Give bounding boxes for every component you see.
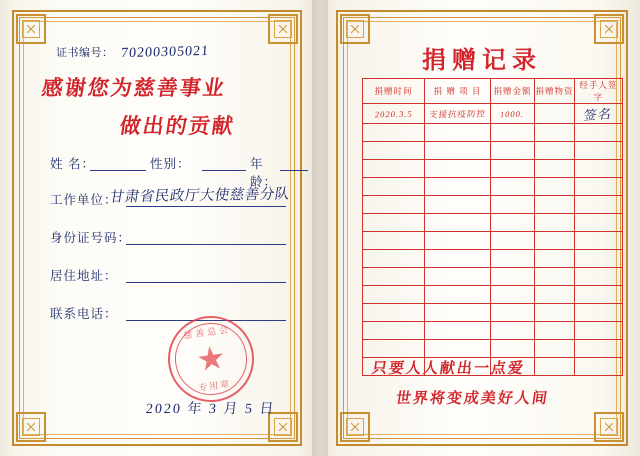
cell-project — [425, 178, 491, 196]
cell-project — [425, 142, 491, 160]
cell-date — [363, 232, 425, 250]
table-row — [363, 178, 623, 196]
slogan-line-1: 只要人人献出一点爱 — [370, 361, 526, 377]
cell-amount — [491, 232, 535, 250]
slogan-line-2: 世界将变成美好人间 — [394, 391, 550, 407]
cell-goods — [535, 358, 575, 376]
cell-project — [425, 124, 491, 142]
cell-signature — [575, 124, 623, 142]
cell-amount — [491, 250, 535, 268]
official-seal-stamp — [162, 310, 259, 407]
field-rule-id-number — [126, 244, 286, 245]
certificate-left-page — [12, 10, 302, 446]
cell-date — [363, 196, 425, 214]
cell-signature — [575, 322, 623, 340]
certificate-number-label: 证书编号： — [56, 47, 114, 59]
donation-record-title: 捐赠记录 — [422, 48, 542, 74]
cell-project — [425, 250, 491, 268]
table-row — [363, 286, 623, 304]
cell-signature — [575, 232, 623, 250]
table-row — [363, 160, 623, 178]
cell-project — [425, 322, 491, 340]
cell-goods — [535, 214, 575, 232]
field-label-name: 姓 名： — [50, 157, 95, 171]
field-rule-workplace — [126, 206, 286, 207]
cell-project — [425, 232, 491, 250]
cell-date — [363, 268, 425, 286]
field-label-id-number: 身份证号码： — [50, 231, 132, 245]
cell-goods — [535, 196, 575, 214]
cell-goods — [535, 178, 575, 196]
cell-goods — [535, 322, 575, 340]
field-row-address — [50, 266, 286, 284]
cell-goods — [535, 286, 575, 304]
cell-goods — [535, 142, 575, 160]
field-row-phone — [50, 304, 286, 322]
thanks-line-1: 感谢您为慈善事业 — [40, 76, 228, 100]
cell-amount — [491, 340, 535, 358]
cell-goods — [535, 304, 575, 322]
cell-goods — [535, 160, 575, 178]
booklet-spine — [312, 0, 328, 456]
field-label-workplace: 工作单位： — [50, 193, 118, 207]
cell-amount — [491, 178, 535, 196]
cell-signature — [575, 160, 623, 178]
table-row — [363, 250, 623, 268]
cell-date — [363, 304, 425, 322]
field-label-age: 年龄： — [250, 157, 278, 189]
field-rule-name — [90, 170, 146, 171]
table-row — [363, 268, 623, 286]
cell-date — [363, 178, 425, 196]
cell-signature — [575, 214, 623, 232]
cell-signature — [575, 250, 623, 268]
field-rule-gender — [202, 170, 246, 171]
column-header-amount: 捐赠金额 — [491, 79, 535, 104]
cell-amount — [491, 124, 535, 142]
cell-project — [425, 304, 491, 322]
cell-amount — [491, 142, 535, 160]
cell-date — [363, 160, 425, 178]
cell-date: 2020.3.5 — [363, 104, 425, 124]
cell-signature — [575, 286, 623, 304]
cell-project — [425, 286, 491, 304]
cell-date — [363, 214, 425, 232]
field-label-address: 居住地址： — [50, 269, 118, 283]
field-rule-age — [280, 170, 308, 171]
donation-record-table — [362, 78, 623, 376]
cell-amount — [491, 304, 535, 322]
cell-amount — [491, 322, 535, 340]
cell-signature — [575, 358, 623, 376]
cell-amount — [491, 268, 535, 286]
cell-date — [363, 340, 425, 358]
cell-goods — [535, 232, 575, 250]
field-value-workplace: 甘肃省民政厅大使慈善分队 — [108, 186, 292, 206]
cell-date — [363, 142, 425, 160]
cell-date — [363, 286, 425, 304]
cell-signature — [575, 196, 623, 214]
certificate-number-value: 70200305021 — [120, 43, 210, 62]
table-row — [363, 142, 623, 160]
cell-goods — [535, 104, 575, 124]
cell-project — [425, 160, 491, 178]
cell-date — [363, 124, 425, 142]
table-row — [363, 232, 623, 250]
field-rule-address — [126, 282, 286, 283]
cell-goods — [535, 250, 575, 268]
table-header-row — [363, 79, 623, 104]
cell-project: 支援抗疫防控 — [425, 104, 491, 124]
cell-signature — [575, 142, 623, 160]
cell-amount — [491, 214, 535, 232]
issue-date: 2020 年 3 月 5 日 — [145, 402, 277, 417]
cell-date — [363, 250, 425, 268]
certificate-number-line — [56, 44, 209, 61]
cell-signature — [575, 268, 623, 286]
field-label-phone: 联系电话： — [50, 307, 118, 321]
table-row — [363, 104, 623, 124]
cell-signature — [575, 178, 623, 196]
cell-amount — [491, 160, 535, 178]
cell-amount: 1000. — [491, 104, 535, 124]
cell-signature — [575, 304, 623, 322]
certificate-right-page — [336, 10, 628, 446]
field-row-id-number — [50, 228, 286, 246]
cell-project — [425, 196, 491, 214]
cell-project — [425, 340, 491, 358]
cell-goods — [535, 124, 575, 142]
cell-project — [425, 268, 491, 286]
table-row — [363, 322, 623, 340]
column-header-signature: 经手人签字 — [575, 79, 623, 104]
thanks-line-2: 做出的贡献 — [118, 114, 237, 138]
cell-date — [363, 322, 425, 340]
field-label-gender: 性别： — [150, 157, 191, 171]
cell-signature: 签名 — [575, 104, 623, 124]
table-row — [363, 124, 623, 142]
column-header-date: 捐赠时间 — [363, 79, 425, 104]
cell-goods — [535, 268, 575, 286]
cell-amount — [491, 286, 535, 304]
table-row — [363, 340, 623, 358]
column-header-goods: 捐赠物资 — [535, 79, 575, 104]
cell-amount — [491, 196, 535, 214]
table-row — [363, 304, 623, 322]
cell-goods — [535, 340, 575, 358]
seal-bottom-text: 专用章 — [197, 378, 232, 393]
column-header-project: 捐 赠 项 目 — [425, 79, 491, 104]
field-row-name — [50, 154, 286, 189]
table-row — [363, 214, 623, 232]
cell-project — [425, 214, 491, 232]
table-row — [363, 196, 623, 214]
seal-top-text: 慈善总会 — [182, 323, 232, 341]
cell-signature — [575, 340, 623, 358]
